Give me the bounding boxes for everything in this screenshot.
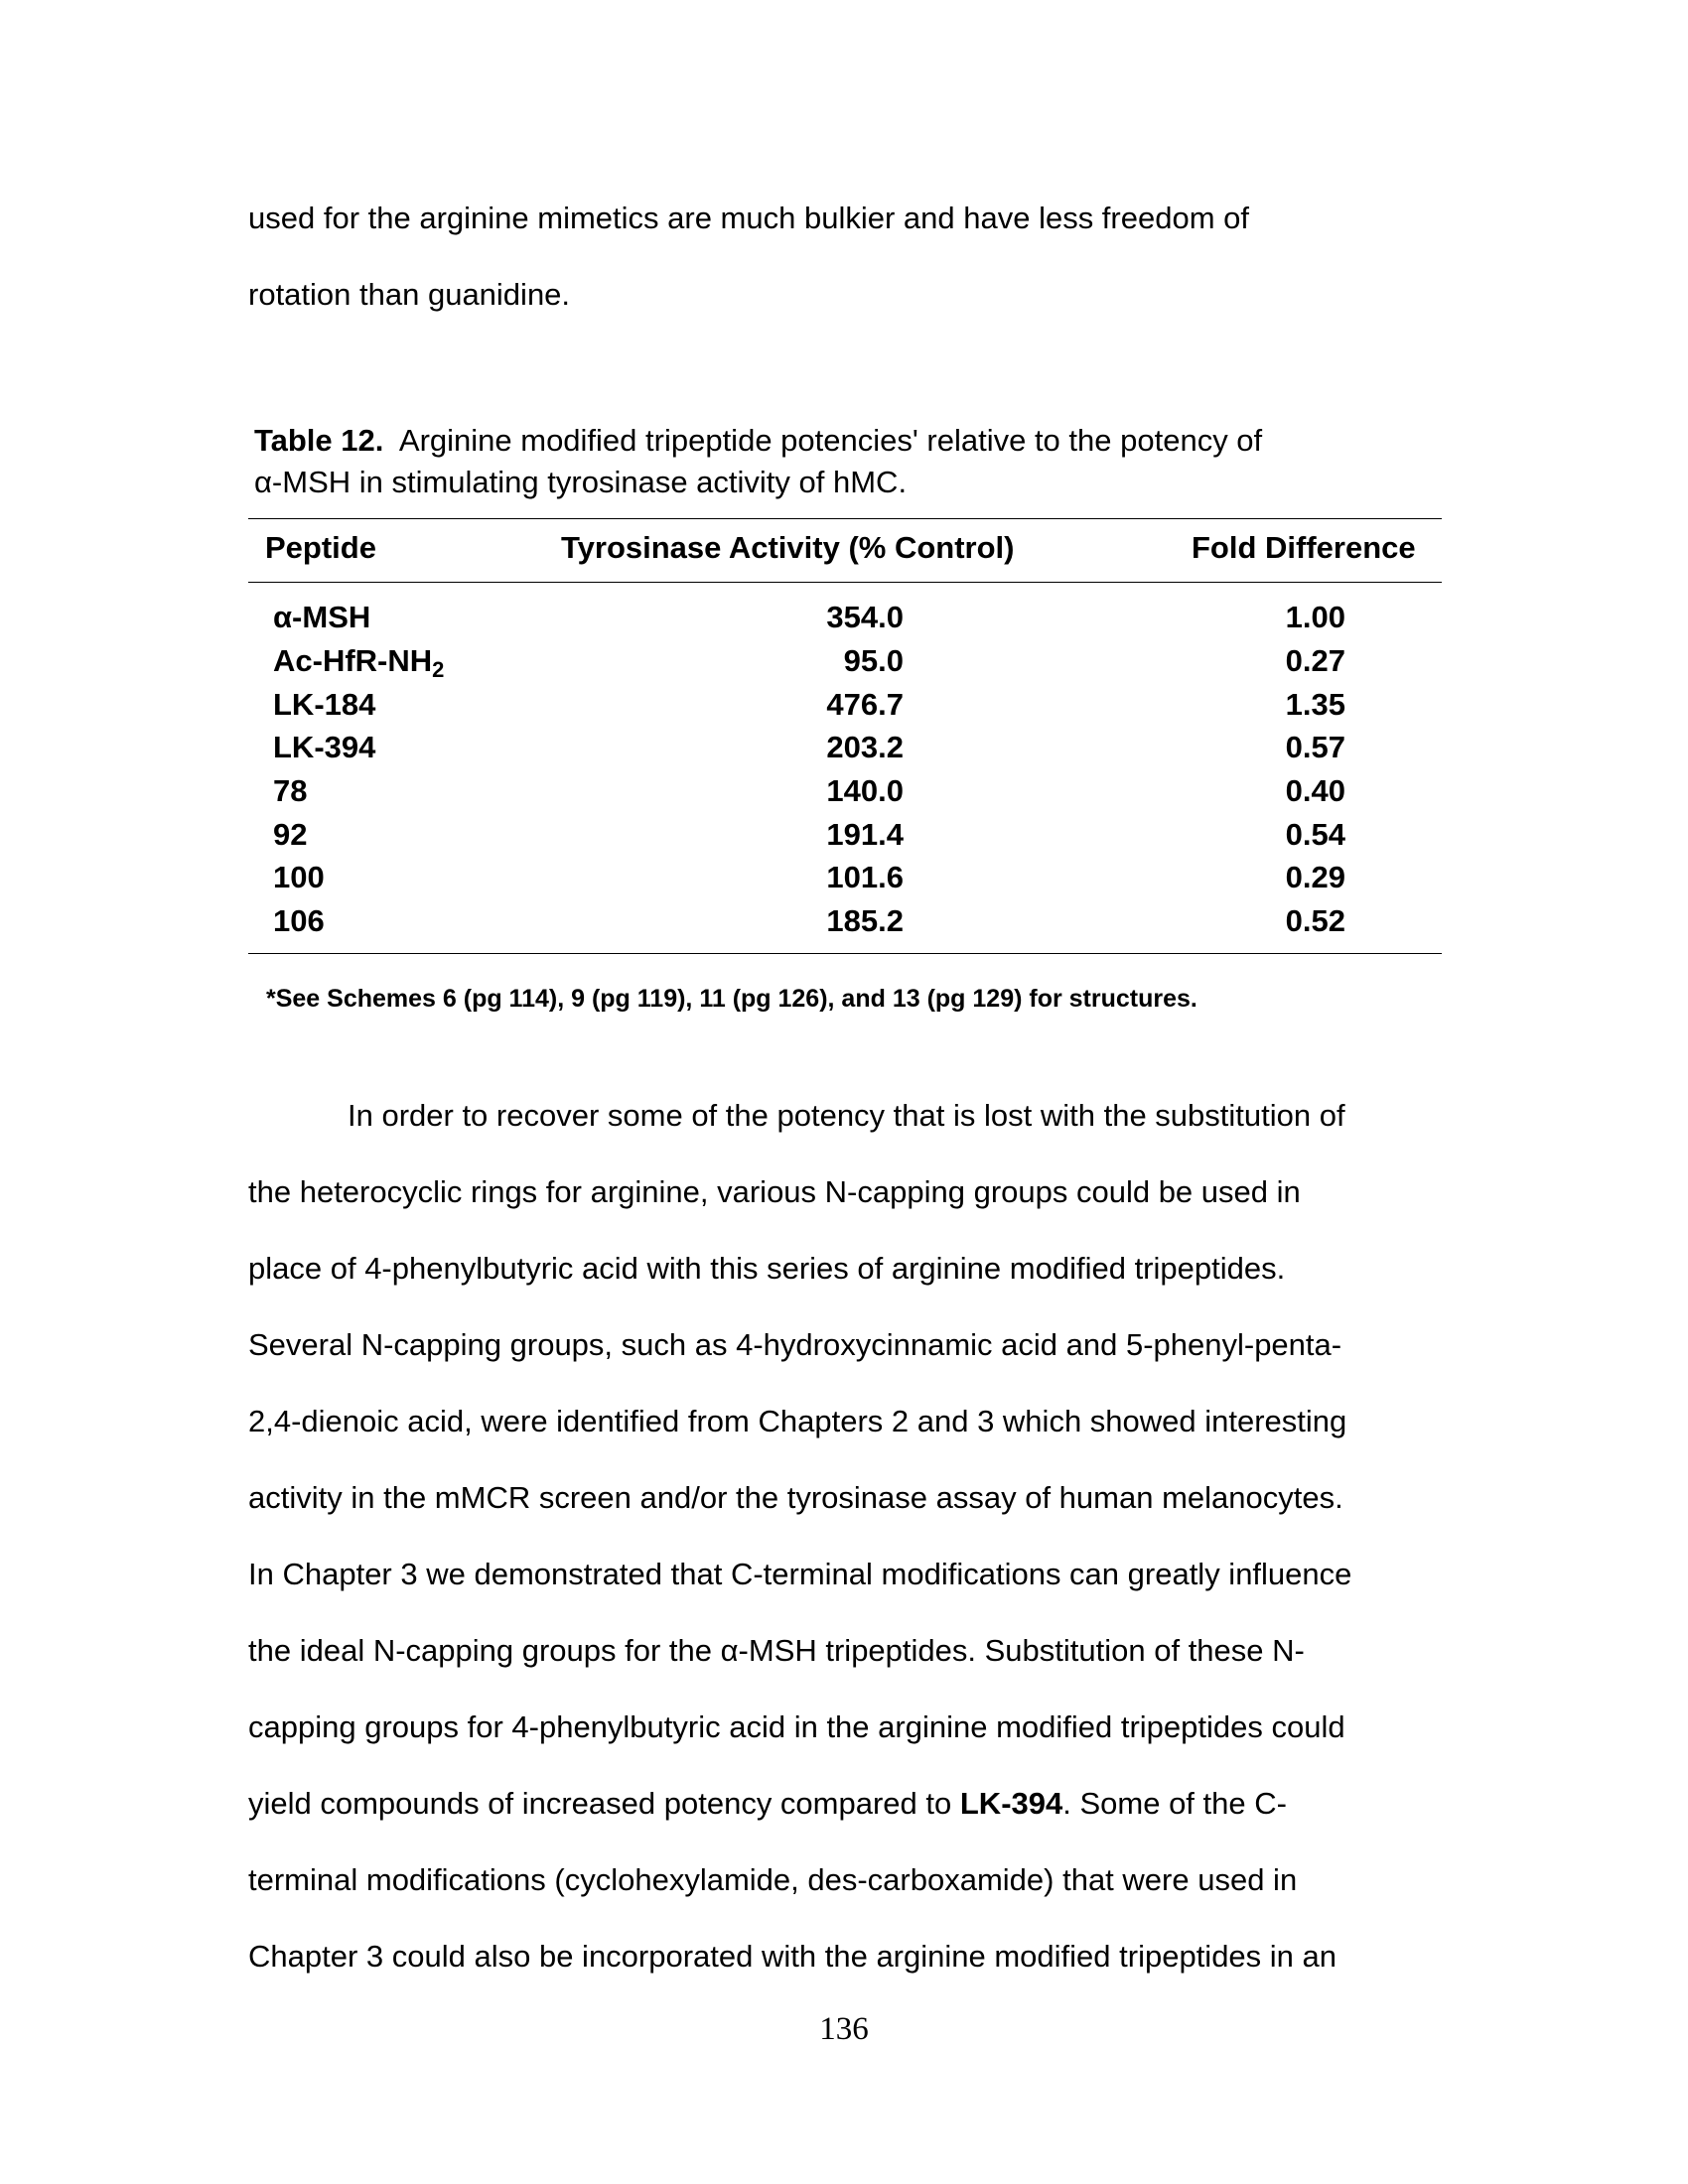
activity-cell: 191.4: [826, 817, 904, 852]
fold-cell: 0.54: [1285, 817, 1345, 852]
paragraph-line-6: activity in the mMCR screen and/or the tyrosinase assay of human melanocytes.: [248, 1480, 1343, 1515]
paragraph-line-9: capping groups for 4-phenylbutyric acid in the arginine modified tripeptides could: [248, 1709, 1345, 1744]
paragraph-line-10-start: yield compounds of increased potency compared to: [248, 1786, 960, 1821]
header-peptide: Peptide: [265, 530, 376, 565]
peptide-cell: 92: [273, 817, 308, 852]
header-tyrosinase-activity: Tyrosinase Activity (% Control): [561, 530, 1015, 565]
table-footnote: *See Schemes 6 (pg 114), 9 (pg 119), 11 (pg 126), and 13 (pg 129) for structures.: [266, 985, 1197, 1013]
activity-cell: 95.0: [843, 643, 904, 678]
paragraph-line-3: place of 4-phenylbutyric acid with this series of arginine modified tripeptides.: [248, 1251, 1286, 1286]
paragraph-line-12: Chapter 3 could also be incorporated with the arginine modified tripeptides in an: [248, 1939, 1337, 1974]
table-caption-line-1: [254, 421, 1262, 461]
activity-cell: 140.0: [826, 773, 904, 808]
activity-cell: 203.2: [826, 730, 904, 764]
fold-cell: 1.35: [1285, 687, 1345, 722]
peptide-cell: 106: [273, 903, 325, 938]
table-header-rule: [248, 582, 1442, 583]
paragraph-line-7: In Chapter 3 we demonstrated that C-terminal modifications can greatly influence: [248, 1557, 1352, 1591]
page-number: 136: [819, 2011, 869, 2047]
fold-cell: 0.40: [1285, 773, 1345, 808]
fold-cell: 0.27: [1285, 643, 1345, 678]
activity-cell: 476.7: [826, 687, 904, 722]
table-bottom-rule: [248, 953, 1442, 954]
activity-cell: 101.6: [826, 860, 904, 894]
intro-line-1: used for the arginine mimetics are much bulkier and have less freedom of: [248, 201, 1249, 235]
intro-line-2: rotation than guanidine.: [248, 277, 571, 312]
peptide-cell: LK-394: [273, 730, 376, 764]
paragraph-line-10: [248, 1786, 1287, 1822]
paragraph-line-5: 2,4-dienoic acid, were identified from Chapters 2 and 3 which showed interesting: [248, 1404, 1347, 1438]
paragraph-line-2: the heterocyclic rings for arginine, various N-capping groups could be used in: [248, 1174, 1301, 1209]
peptide-name: Ac-HfR-NH: [273, 643, 433, 678]
paragraph-line-10-end: . Some of the C-: [1062, 1786, 1287, 1821]
compound-reference: LK-394: [959, 1786, 1063, 1821]
paragraph-line-4: Several N-capping groups, such as 4-hydroxycinnamic acid and 5-phenyl-penta-: [248, 1327, 1342, 1362]
peptide-cell: LK-184: [273, 687, 376, 722]
fold-cell: 0.29: [1285, 860, 1345, 894]
activity-cell: 354.0: [826, 600, 904, 634]
peptide-cell: [273, 641, 444, 681]
fold-cell: 0.57: [1285, 730, 1345, 764]
header-fold-difference: Fold Difference: [1192, 530, 1416, 565]
fold-cell: 0.52: [1285, 903, 1345, 938]
peptide-cell: 78: [273, 773, 308, 808]
paragraph-line-8: the ideal N-capping groups for the α-MSH tripeptides. Substitution of these N-: [248, 1633, 1305, 1668]
paragraph-line-11: terminal modifications (cyclohexylamide, des-carboxamide) that were used in: [248, 1862, 1298, 1897]
peptide-subscript: 2: [432, 657, 445, 682]
table-top-rule: [248, 518, 1442, 519]
table-caption-line-2: α-MSH in stimulating tyrosinase activity of hMC.: [254, 465, 908, 499]
peptide-cell: α-MSH: [273, 600, 371, 634]
table-caption-text-1: Arginine modified tripeptide potencies' relative to the potency of: [398, 423, 1263, 458]
paragraph-line-1: In order to recover some of the potency that is lost with the substitution of: [348, 1098, 1345, 1133]
table-caption-label: Table 12.: [254, 423, 384, 458]
activity-cell: 185.2: [826, 903, 904, 938]
fold-cell: 1.00: [1285, 600, 1345, 634]
peptide-cell: 100: [273, 860, 325, 894]
